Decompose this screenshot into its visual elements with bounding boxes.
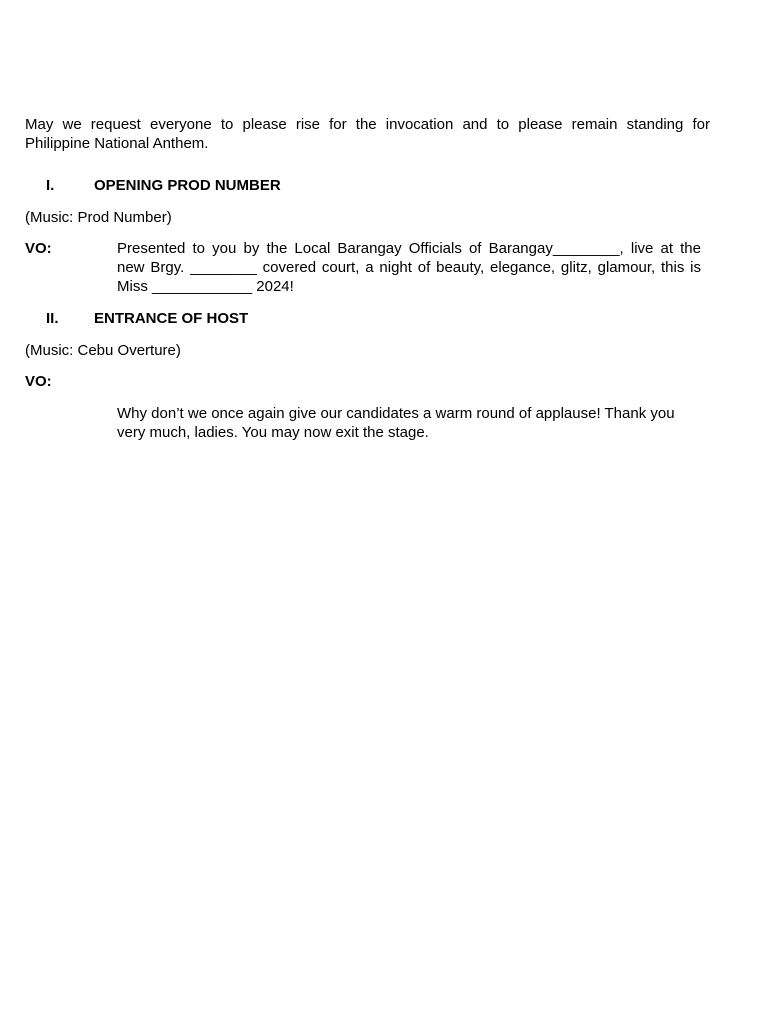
section-number: I. (46, 177, 55, 194)
section-heading-opening (25, 176, 710, 195)
vo-line-1: Presented to you by the Local Barangay Officials of Barangay________, live at the (117, 240, 701, 257)
document-page (25, 115, 710, 442)
intro-line-1: May we request everyone to please rise for the invocation and to please remain standing for (25, 116, 710, 133)
vo-line-1: Why don’t we once again give our candidates a warm round of applause! Thank you (117, 405, 675, 422)
section-title: OPENING PROD NUMBER (94, 177, 281, 194)
intro-line-2: Philippine National Anthem. (25, 135, 209, 152)
vo-text (117, 239, 701, 296)
vo-line-2: very much, ladies. You may now exit the stage. (117, 424, 429, 441)
section-title: ENTRANCE OF HOST (94, 310, 249, 327)
section-number: II. (46, 310, 59, 327)
music-cue: (Music: Prod Number) (25, 209, 172, 226)
music-cue: (Music: Cebu Overture) (25, 342, 181, 359)
intro-paragraph (25, 115, 710, 153)
vo-text (117, 404, 701, 442)
vo-line-3: Miss ____________ 2024! (117, 278, 294, 295)
voiceover-block (25, 239, 710, 296)
vo-label: VO: (25, 240, 52, 257)
vo-label: VO: (25, 373, 52, 390)
vo-line-2: new Brgy. ________ covered court, a night of beauty, elegance, glitz, glamour, this is (117, 259, 701, 276)
section-heading-host (25, 309, 710, 328)
